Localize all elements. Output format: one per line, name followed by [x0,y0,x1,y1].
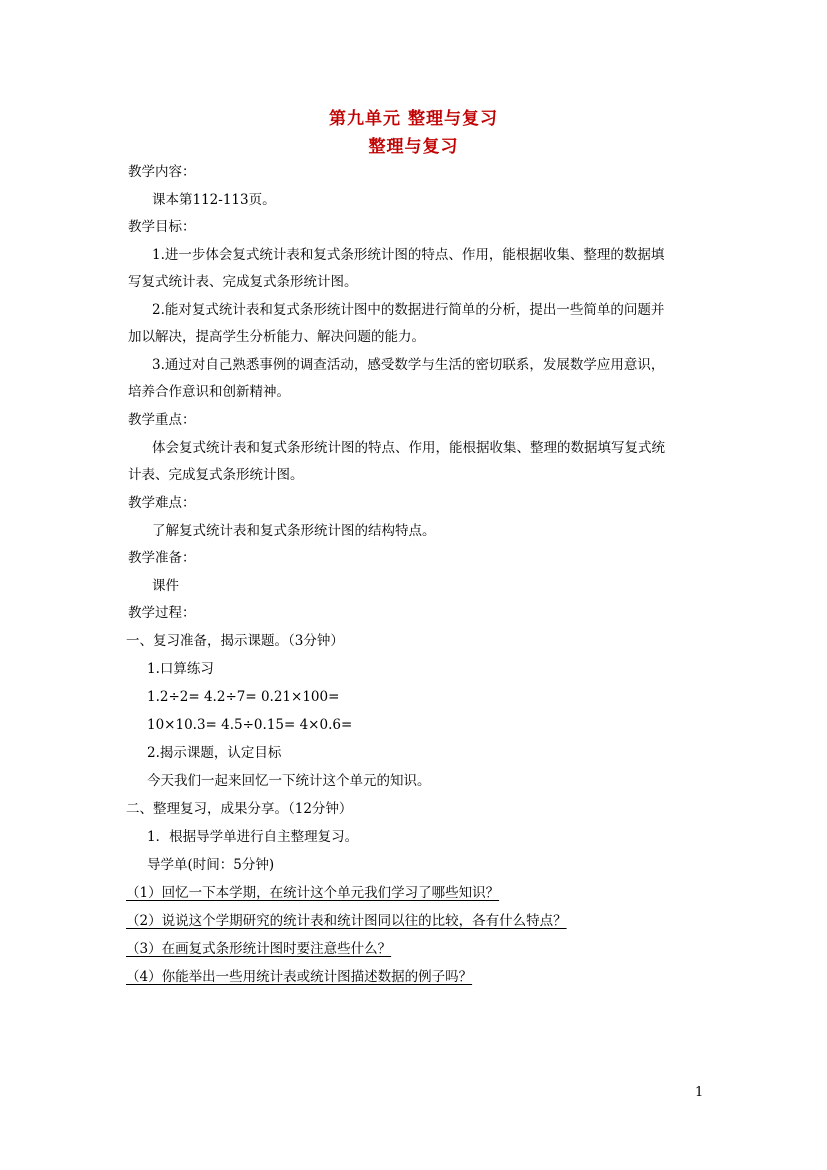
guide-question-1: （1）回忆一下本学期，在统计这个单元我们学习了哪些知识？ [126,885,500,901]
section-2-item-1: 1．根据导学单进行自主整理复习。 [147,829,359,845]
key-points-label: 教学重点： [128,412,196,428]
content-label: 教学内容： [128,164,196,180]
calc-row-1: 1.2÷2= 4.2÷7= 0.21×100= [147,689,340,705]
objective-3-line-2: 培养合作意识和创新精神。 [128,384,290,400]
objective-2-line-1: 2.能对复式统计表和复式条形统计图中的数据进行简单的分析，提出一些简单的问题并 [152,302,665,318]
objectives-label: 教学目标： [128,219,196,235]
page-number: 1 [695,1085,704,1100]
key-points-line-1: 体会复式统计表和复式条形统计图的特点、作用，能根据收集、整理的数据填写复式统 [152,440,665,456]
objective-1-line-1: 1.进一步体会复式统计表和复式条形统计图的特点、作用，能根据收集、整理的数据填 [152,247,665,263]
guide-question-4: （4）你能举出一些用统计表或统计图描述数据的例子吗？ [126,969,473,985]
objective-3-line-1: 3.通过对自己熟悉事例的调查活动，感受数学与生活的密切联系，发展数学应用意识， [152,357,665,373]
difficulty-text: 了解复式统计表和复式条形统计图的结构特点。 [152,523,436,539]
guide-question-3: （3）在画复式条形统计图时要注意些什么？ [126,941,392,957]
difficulty-label: 教学难点： [128,495,196,511]
section-2-title: 二、整理复习，成果分享。（12分钟） [126,801,353,817]
guide-question-2: （2）说说这个学期研究的统计表和统计图同以往的比较，各有什么特点？ [126,913,567,929]
unit-title: 第九单元 整理与复习 [329,109,498,129]
key-points-line-2: 计表、完成复式条形统计图。 [128,467,304,483]
preparation-label: 教学准备： [128,550,196,566]
objective-2-line-2: 加以解决，提高学生分析能力、解决问题的能力。 [128,329,425,345]
guide-sheet-label: 导学单(时间：5分钟) [147,857,275,873]
section-1-item-2-text: 今天我们一起来回忆一下统计这个单元的知识。 [147,773,431,789]
section-1-item-1: 1.口算练习 [147,661,214,677]
section-1-item-2: 2.揭示课题，认定目标 [147,745,282,761]
preparation-text: 课件 [152,578,179,594]
calc-row-2: 10×10.3= 4.5÷0.15= 4×0.6= [147,717,353,733]
objective-1-line-2: 写复式统计表、完成复式条形统计图。 [128,274,358,290]
content-text: 课本第112-113页。 [152,192,276,208]
process-label: 教学过程： [128,605,196,621]
lesson-title: 整理与复习 [368,137,459,157]
section-1-title: 一、复习准备，揭示课题。（3分钟） [126,633,344,649]
